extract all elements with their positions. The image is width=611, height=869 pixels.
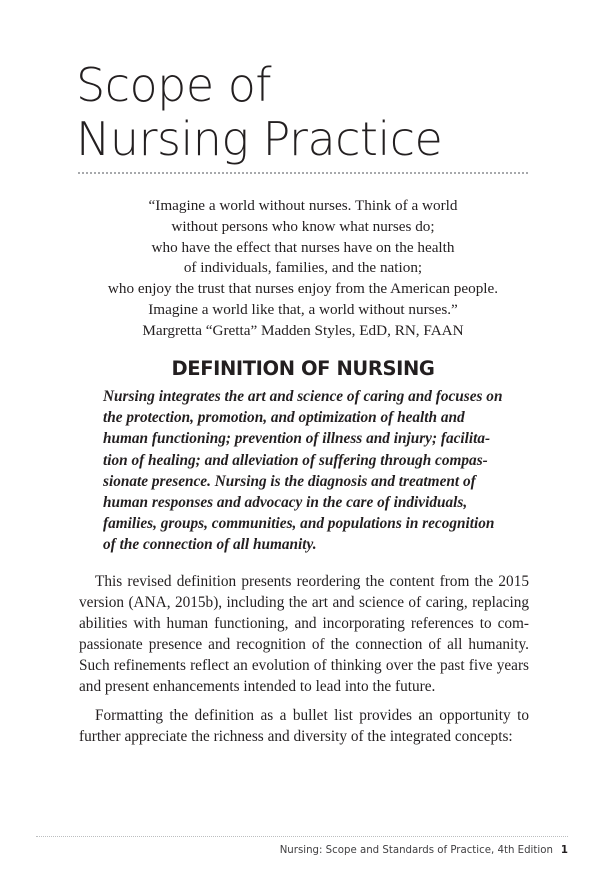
footer-dotted-divider [36,836,568,837]
paragraph-line: further appreciate the richness and diversity of the integrated concepts: [79,728,513,745]
paragraph-line: and present enhancements intended to lead into the future. [79,678,436,695]
definition-line: human responses and advocacy in the care of individuals, [103,494,468,512]
page-footer [280,844,568,858]
body-paragraph [79,571,529,697]
page-number: 1 [560,845,568,856]
paragraph-line: version (ANA, 2015b), including the art and science of caring, replacing [79,594,529,611]
definition-line: human functioning; prevention of illness and injury; facilita- [103,430,491,448]
definition-line: Nursing integrates the art and science of caring and focuses on [103,388,503,405]
title-line: Nursing Practice [76,112,443,166]
paragraph-line: Formatting the definition as a bullet list provides an opportunity to [95,707,529,724]
title-dotted-divider [78,172,528,174]
epigraph-line: who enjoy the trust that nurses enjoy from the American people. [107,280,499,298]
title-line: Scope of [76,58,272,112]
paragraph-line: Such refinements reflect an evolution of thinking over the past five years [79,657,529,674]
page-title [76,58,546,166]
paragraph-line: This revised definition presents reordering the content from the 2015 [95,573,529,590]
epigraph-attribution: Margretta “Gretta” Madden Styles, EdD, RN, FAAN [142,321,464,339]
definition-line: the protection, promotion, and optimization of health and [103,409,465,427]
nursing-definition [103,386,523,556]
epigraph-line: “Imagine a world without nurses. Think of a world [148,197,458,214]
definition-line: sionate presence. Nursing is the diagnosis and treatment of [103,472,476,490]
epigraph-line: who have the effect that nurses have on the health [151,238,455,256]
paragraph-line: abilities with human functioning, and incorporating references to com- [79,615,529,632]
section-heading: DEFINITION OF NURSING [171,357,435,380]
epigraph-line: without persons who know what nurses do; [171,217,435,235]
epigraph-quote [78,196,528,342]
paragraph-line: passionate presence and recognition of the connection of all humanity. [79,636,529,653]
running-title: Nursing: Scope and Standards of Practice, 4th Edition [279,845,553,856]
epigraph-line: of individuals, families, and the nation; [183,259,423,277]
definition-line: families, groups, communities, and populations in recognition [103,515,495,533]
epigraph-line: Imagine a world like that, a world without nurses.” [148,300,458,318]
body-paragraph [79,705,529,747]
definition-line: of the connection of all humanity. [103,536,317,554]
definition-line: tion of healing; and alleviation of suffering through compas- [103,451,488,469]
